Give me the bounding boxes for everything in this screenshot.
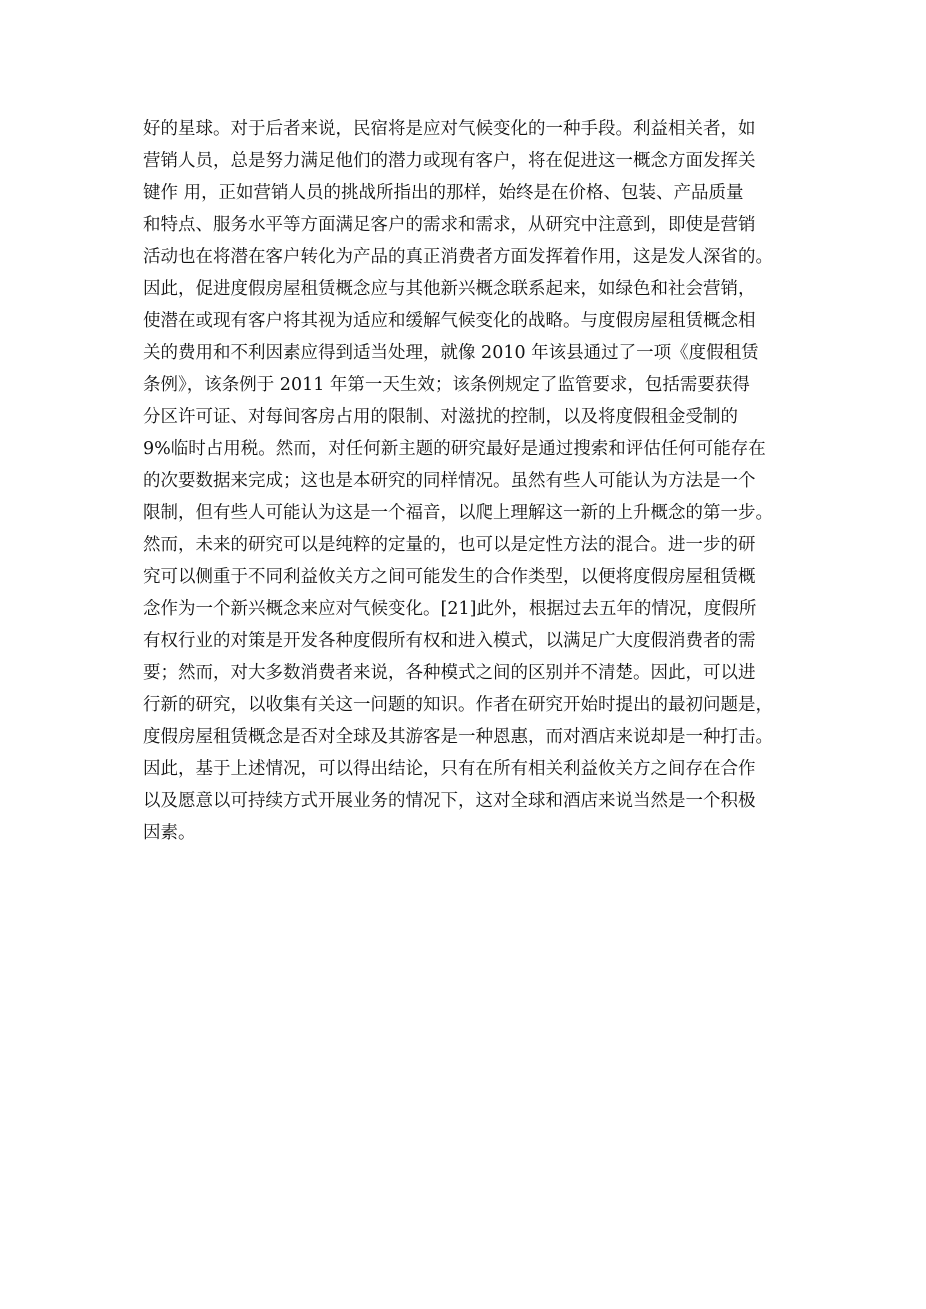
text-line: 行新的研究，以收集有关这一问题的知识。作者在研究开始时提出的最初问题是， xyxy=(143,695,773,715)
text-line: 好的星球。对于后者来说，民宿将是应对气候变化的一种手段。利益相关者，如 xyxy=(143,119,756,139)
text-line: 因此，基于上述情况，可以得出结论，只有在所有相关利益攸关方之间存在合作 xyxy=(143,759,756,779)
text-line: 营销人员，总是努力满足他们的潜力或现有客户，将在促进这一概念方面发挥关 xyxy=(143,151,756,171)
text-line: 念作为一个新兴概念来应对气候变化。[21]此外，根据过去五年的情况，度假所 xyxy=(143,599,757,619)
text-line: 9%临时占用税。然而，对任何新主题的研究最好是通过搜索和评估任何可能存在 xyxy=(143,439,766,459)
text-line: 关的费用和不利因素应得到适当处理，就像 2010 年该县通过了一项《度假租赁 xyxy=(143,343,759,363)
text-line: 因此，促进度假房屋租赁概念应与其他新兴概念联系起来，如绿色和社会营销， xyxy=(143,279,756,299)
text-line: 然而，未来的研究可以是纯粹的定量的，也可以是定性方法的混合。进一步的研 xyxy=(143,535,756,555)
body-paragraph xyxy=(143,113,823,849)
text-line: 因素。 xyxy=(143,823,196,843)
text-line: 条例》，该条例于 2011 年第一天生效；该条例规定了监管要求，包括需要获得 xyxy=(143,375,750,395)
text-line: 分区许可证、对每间客房占用的限制、对滋扰的控制，以及将度假租金受制的 xyxy=(143,407,738,427)
text-line: 键作 用，正如营销人员的挑战所指出的那样，始终是在价格、包装、产品质量 xyxy=(143,183,744,203)
text-line: 有权行业的对策是开发各种度假所有权和进入模式，以满足广大度假消费者的需 xyxy=(143,631,756,651)
text-line: 和特点、服务水平等方面满足客户的需求和需求，从研究中注意到，即使是营销 xyxy=(143,215,756,235)
text-line: 限制，但有些人可能认为这是一个福音，以爬上理解这一新的上升概念的第一步。 xyxy=(143,503,773,523)
text-line: 以及愿意以可持续方式开展业务的情况下，这对全球和酒店来说当然是一个积极 xyxy=(143,791,756,811)
text-line: 活动也在将潜在客户转化为产品的真正消费者方面发挥着作用，这是发人深省的。 xyxy=(143,247,773,267)
text-line: 使潜在或现有客户将其视为适应和缓解气候变化的战略。与度假房屋租赁概念相 xyxy=(143,311,756,331)
text-line: 度假房屋租赁概念是否对全球及其游客是一种恩惠，而对酒店来说却是一种打击。 xyxy=(143,727,773,747)
text-line: 究可以侧重于不同利益攸关方之间可能发生的合作类型，以便将度假房屋租赁概 xyxy=(143,567,756,587)
text-line: 要；然而，对大多数消费者来说，各种模式之间的区别并不清楚。因此，可以进 xyxy=(143,663,756,683)
text-line: 的次要数据来完成；这也是本研究的同样情况。虽然有些人可能认为方法是一个 xyxy=(143,471,756,491)
